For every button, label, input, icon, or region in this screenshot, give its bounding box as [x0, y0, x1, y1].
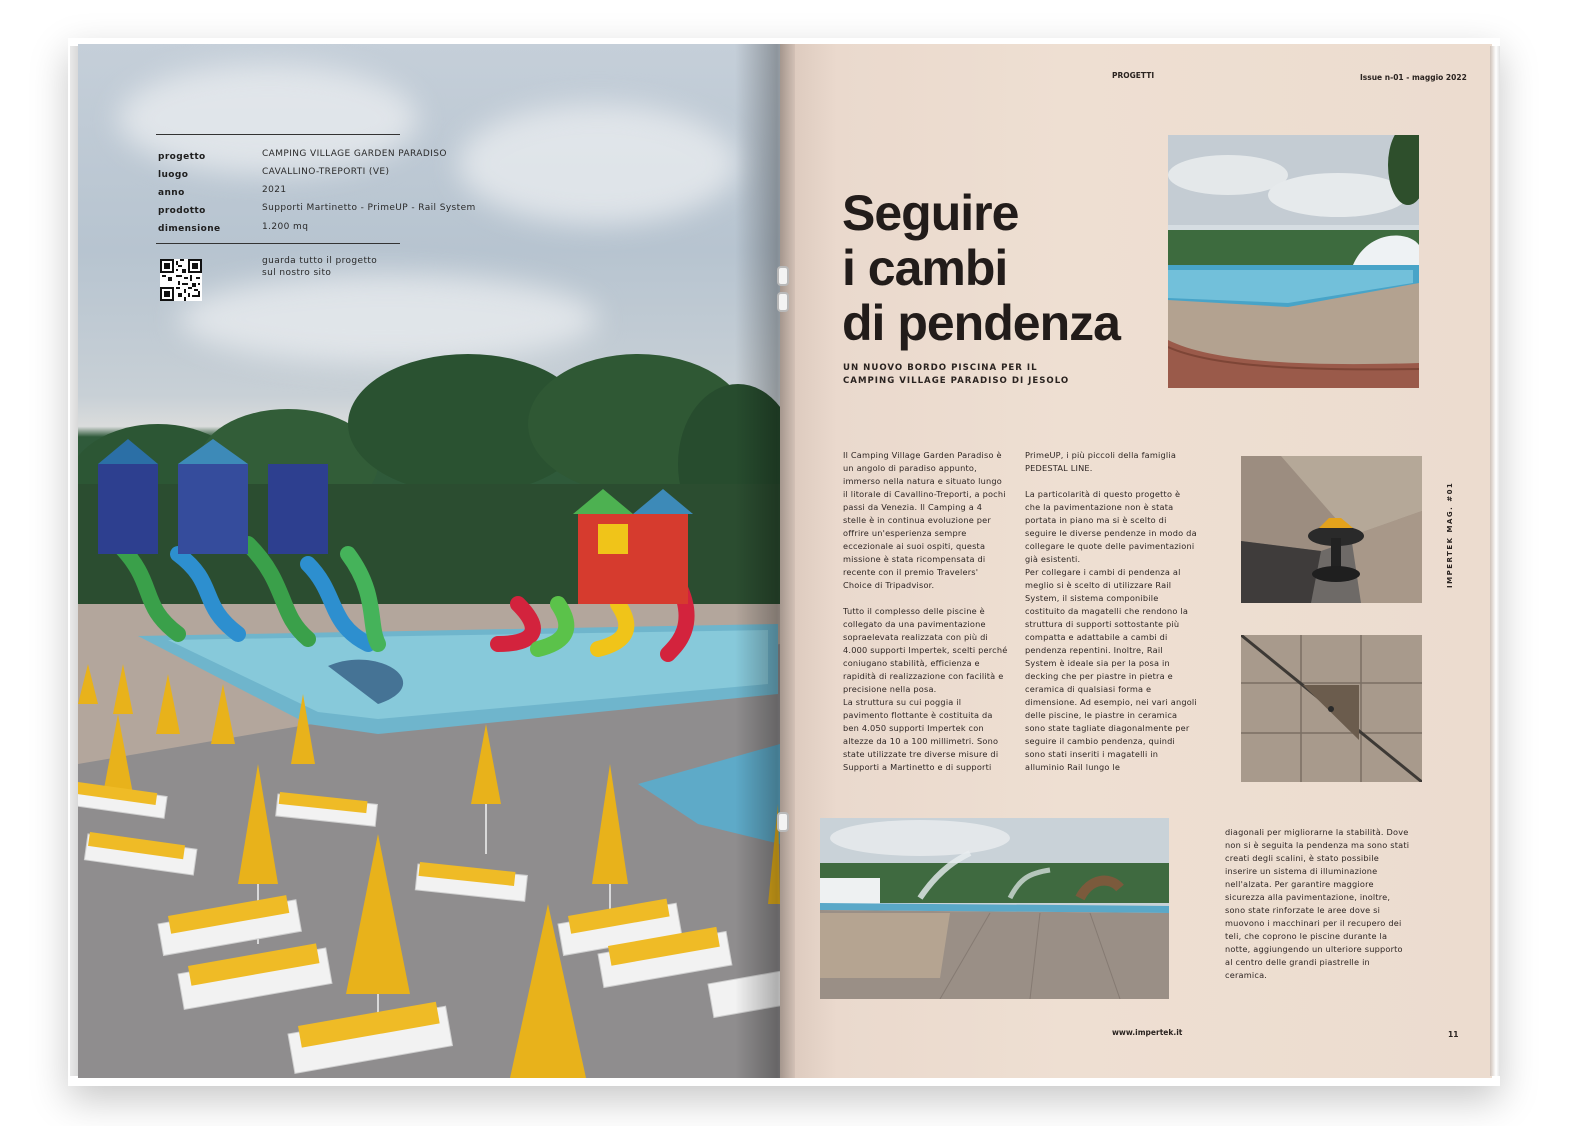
photo-tile-cut-detail	[1241, 635, 1422, 782]
right-page-edge	[1490, 46, 1500, 1076]
photo-pool-deck	[820, 818, 1169, 999]
pool-deck-image	[820, 818, 1169, 999]
footer-url[interactable]: www.impertek.it	[1112, 1028, 1183, 1037]
issue-label: Issue n-01 - maggio 2022	[1360, 73, 1467, 82]
section-label: PROGETTI	[1112, 71, 1155, 80]
col3-paragraph-1: diagonali per migliorarne la stabilità. Dove non si è seguita la pendenza ma sono stati creati degli scalini, è stato possibile inserire un sistema di illuminazione nell'alzata. Per garantire maggiore sicurezza alla pavimentazione, inoltre, sono state rinforzate le aree dove si muovono i macchinari per il recupero dei teli, che coprono le piscine durante la notte, aggiungendo un ulteriore supporto al centro delle grandi piastrelle in ceramica.	[1225, 827, 1410, 980]
staple	[777, 266, 789, 286]
title-line-2: i cambi	[842, 240, 1008, 296]
info-label-dimensione: dimensione	[158, 224, 221, 234]
staple	[777, 812, 789, 832]
col2-paragraph-3: Per collegare i cambi di pendenza al meglio si è scelto di utilizzare Rail System, il sistema componibile costituito da magatelli che rendono la struttura di supporti sottostante più compatta e adattabile a cambi di pendenza repentini. Inoltre, Rail System è ideale sia per la posa in decking che per piastre in pietra e ceramica di qualsiasi forma e dimensione. Ad esempio, nei vari angoli delle piscine, le piastre in ceramica sono state tagliate diagonalmente per seguire il cambio pendenza, quindi sono stati inseriti i magatelli in alluminio Rail lungo le	[1025, 567, 1197, 772]
col2-paragraph-1: PrimeUP, i più piccoli della famiglia PEDESTAL LINE.	[1025, 450, 1177, 473]
col1-paragraph-3: La struttura su cui poggia il pavimento flottante è costituita da ben 4.050 supporti Impertek con altezze da 10 a 100 millimetri. Sono state utilizzate tre diverse misure di Supporti a Martinetto e di supporti	[843, 697, 999, 772]
col2-paragraph-2: La particolarità di questo progetto è che la pavimentazione non è stata portata in piano ma si è scelto di seguire le diverse pendenze in modo da collegare le quote delle pavimentazioni già esistenti.	[1025, 489, 1197, 564]
vertical-magazine-label: IMPERTEK MAG. #01	[1446, 481, 1454, 588]
info-value-prodotto: Supporti Martinetto - PrimeUP - Rail System	[262, 203, 476, 213]
info-label-prodotto: prodotto	[158, 206, 206, 216]
qr-code-icon	[160, 259, 202, 301]
info-label-progetto: progetto	[158, 152, 206, 162]
support-detail-image	[1241, 456, 1422, 603]
info-value-luogo: CAVALLINO-TREPORTI (VE)	[262, 167, 390, 177]
staple	[777, 292, 789, 312]
col1-paragraph-1: Il Camping Village Garden Paradiso è un angolo di paradiso appunto, immerso nella natura e situato lungo il litorale di Cavallino-Treporti, a pochi passi da Venezia. Il Camping a 4 stelle è in continua evoluzione per offrire un'esperienza sempre eccezionale ai suoi ospiti, questa missione è stata ricompensata di recente con il premio Travelers' Choice di Tripadvisor.	[843, 450, 1006, 590]
info-top-rule	[156, 134, 400, 135]
qr-caption-line1: guarda tutto il progetto	[262, 256, 378, 266]
qr-code[interactable]	[160, 259, 202, 301]
article-title	[842, 186, 1172, 351]
spine-shadow	[735, 44, 795, 1078]
info-value-dimensione: 1.200 mq	[262, 222, 309, 232]
info-bottom-rule	[156, 243, 400, 244]
photo-pool-overview	[1168, 135, 1419, 388]
page-number: 11	[1448, 1030, 1459, 1039]
info-label-anno: anno	[158, 188, 185, 198]
info-value-anno: 2021	[262, 185, 287, 195]
body-column-1	[843, 449, 1008, 774]
title-line-3: di pendenza	[842, 295, 1120, 351]
info-value-progetto: CAMPING VILLAGE GARDEN PARADISO	[262, 149, 447, 159]
qr-caption-line2: sul nostro sito	[262, 268, 332, 278]
body-column-2	[1025, 449, 1197, 774]
left-page-photo	[78, 44, 780, 1078]
body-column-3	[1225, 826, 1410, 982]
article-subtitle: UN NUOVO BORDO PISCINA PER IL CAMPING VILLAGE PARADISO DI JESOLO	[843, 363, 1070, 386]
title-line-1: Seguire	[842, 185, 1019, 241]
pool-scene	[78, 44, 780, 1078]
col1-paragraph-2: Tutto il complesso delle piscine è collegato da una pavimentazione sopraelevata realizzata con più di 4.000 supporti Impertek, scelti perché coniugano stabilità, efficienza e rapidità di realizzazione con facilità e precisione nella posa.	[843, 606, 1008, 694]
pool-overview-image	[1168, 135, 1419, 388]
photo-support-detail	[1241, 456, 1422, 603]
tile-cut-detail-image	[1241, 635, 1422, 782]
info-label-luogo: luogo	[158, 170, 189, 180]
